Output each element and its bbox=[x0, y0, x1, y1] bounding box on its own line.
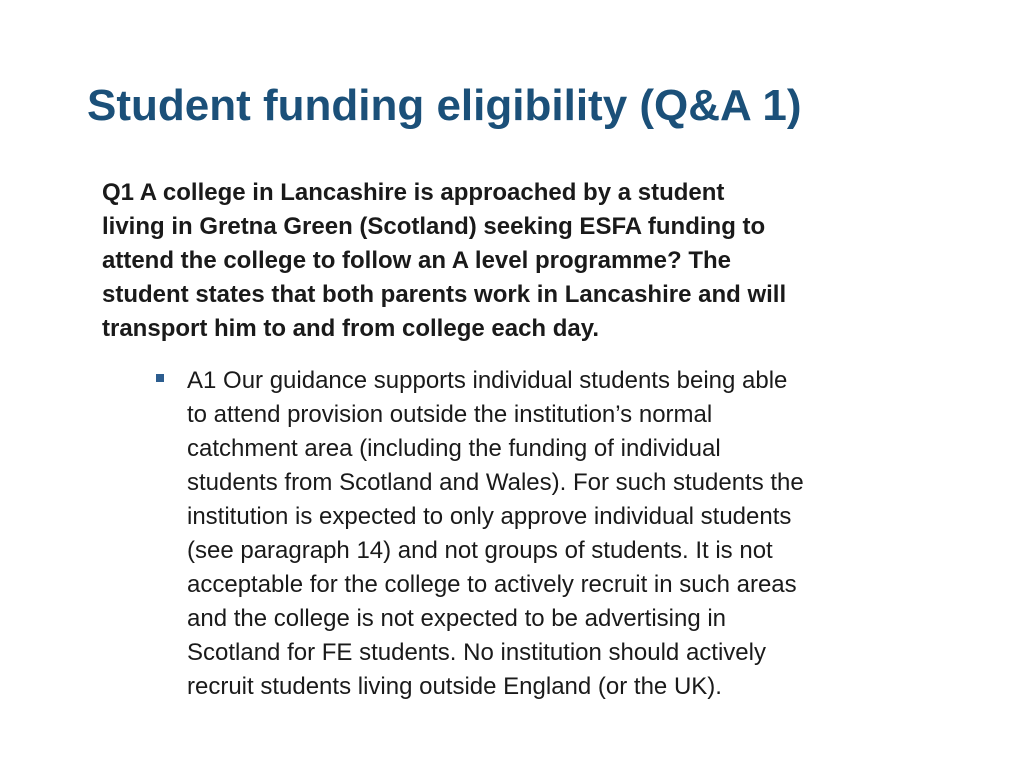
question-line: transport him to and from college each day. bbox=[102, 315, 599, 342]
answer-text bbox=[187, 364, 947, 704]
answer-line: institution is expected to only approve individual students bbox=[187, 503, 792, 530]
question-line: living in Gretna Green (Scotland) seeking ESFA funding to bbox=[102, 213, 766, 240]
answer-line: Scotland for FE students. No institution should actively bbox=[187, 639, 766, 666]
slide-title: Student funding eligibility (Q&A 1) bbox=[87, 81, 802, 130]
answer-line: recruit students living outside England (or the UK). bbox=[187, 673, 722, 700]
question-text bbox=[102, 176, 932, 346]
answer-line: acceptable for the college to actively recruit in such areas bbox=[187, 571, 797, 598]
answer-line: A1 Our guidance supports individual students being able bbox=[187, 367, 788, 394]
square-bullet-icon bbox=[156, 374, 164, 382]
answer-line: catchment area (including the funding of individual bbox=[187, 435, 721, 462]
answer-line: students from Scotland and Wales). For such students the bbox=[187, 469, 804, 496]
question-line: Q1 A college in Lancashire is approached by a student bbox=[102, 179, 725, 206]
question-line: student states that both parents work in Lancashire and will bbox=[102, 281, 787, 308]
answer-line: to attend provision outside the institution’s normal bbox=[187, 401, 713, 428]
answer-line: (see paragraph 14) and not groups of students. It is not bbox=[187, 537, 773, 564]
question-line: attend the college to follow an A level programme? The bbox=[102, 247, 731, 274]
answer-line: and the college is not expected to be advertising in bbox=[187, 605, 727, 632]
